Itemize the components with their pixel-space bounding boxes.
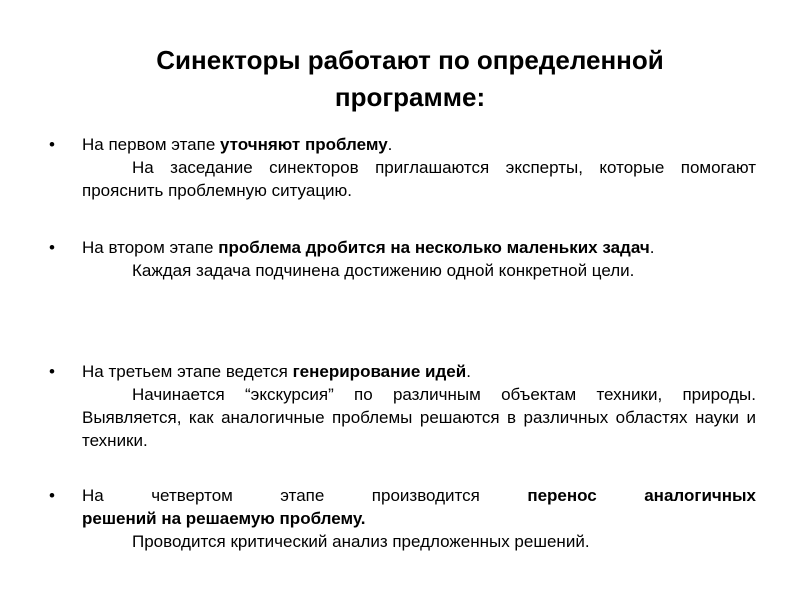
step-2-tail: . bbox=[649, 238, 655, 257]
step-2-emphasis: проблема дробится на несколько маленьких задач bbox=[218, 238, 650, 257]
step-1-emphasis: уточняют проблему bbox=[220, 135, 388, 154]
step-item-2 bbox=[49, 236, 756, 282]
step-4-detail: Проводится критический анализ предложенных решений. bbox=[132, 532, 590, 551]
step-4-emphasis-cont: решений на решаемую проблему. bbox=[82, 509, 366, 528]
step-3-lead: На третьем этапе ведется bbox=[82, 362, 293, 381]
step-4-emphasis: перенос аналогичных bbox=[527, 486, 757, 505]
bullet-marker: • bbox=[49, 238, 55, 257]
step-item-3 bbox=[49, 360, 756, 452]
title-line-2: программе: bbox=[334, 82, 486, 112]
bullet-marker: • bbox=[49, 135, 55, 154]
step-4-lead: На четвертом этапе производится bbox=[82, 486, 528, 505]
bullet-marker: • bbox=[49, 486, 55, 505]
step-item-4 bbox=[49, 484, 757, 553]
step-2-lead: На втором этапе bbox=[82, 238, 219, 257]
step-3-detail: Начинается “экскурсия” по различным объектам техники, природы. Выявляется, как аналогичные проблемы решаются в различных областях науки и техники. bbox=[82, 385, 756, 450]
step-1-lead: На первом этапе bbox=[82, 135, 221, 154]
step-3-emphasis: генерирование идей bbox=[292, 362, 467, 381]
bullet-marker: • bbox=[49, 362, 55, 381]
step-item-1 bbox=[49, 133, 756, 202]
step-1-tail: . bbox=[387, 135, 393, 154]
title-line-1: Синекторы работают по определенной bbox=[156, 45, 664, 75]
step-2-detail: Каждая задача подчинена достижению одной конкретной цели. bbox=[132, 261, 635, 280]
step-3-tail: . bbox=[466, 362, 471, 381]
step-1-detail: На заседание синекторов приглашаются эксперты, которые помогают прояснить проблемную ситуацию. bbox=[82, 158, 756, 200]
